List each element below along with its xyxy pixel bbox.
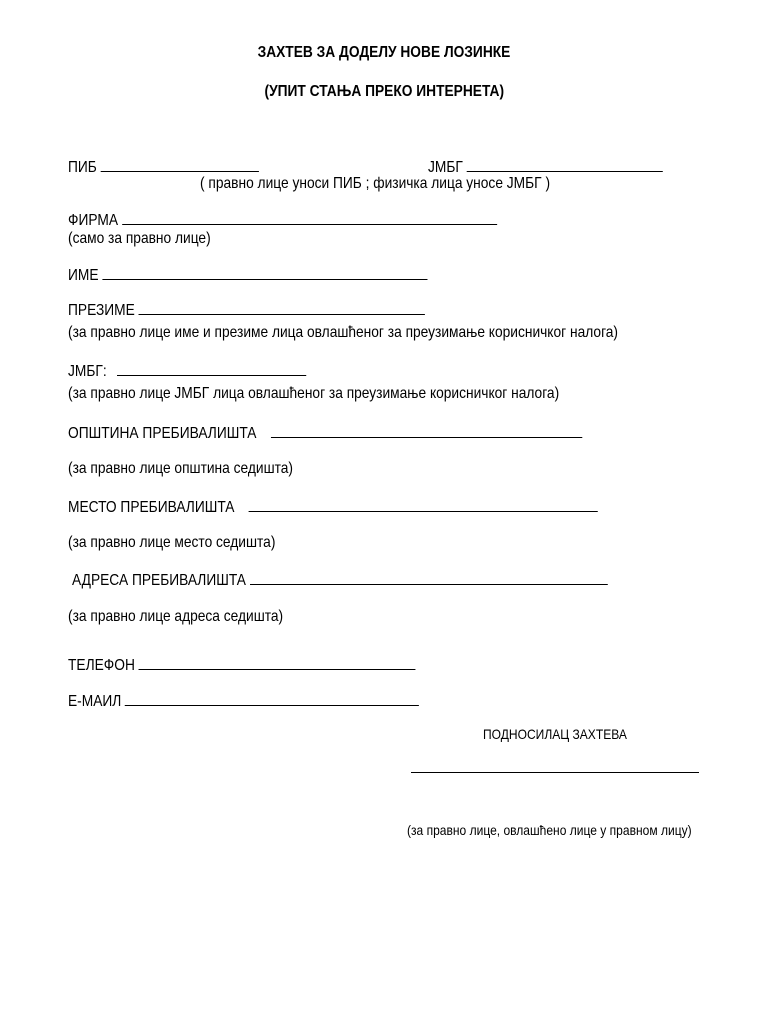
adresa-label: АДРЕСА ПРЕБИВАЛИШТА bbox=[72, 572, 246, 589]
firma-note: (само за правно лице) bbox=[68, 230, 211, 247]
mesto-row bbox=[68, 497, 684, 517]
mesto-note: (за правно лице место седишта) bbox=[68, 534, 276, 551]
title-text: ЗАХТЕВ ЗА ДОДЕЛУ НОВЕ ЛОЗИНКЕ bbox=[257, 44, 511, 61]
jmbg-label: ЈМБГ bbox=[428, 159, 463, 176]
pib-field[interactable] bbox=[101, 157, 259, 172]
adresa-note: (за правно лице адреса седишта) bbox=[68, 608, 284, 625]
jmbg2-label: ЈМБГ: bbox=[68, 363, 107, 380]
mesto-field[interactable] bbox=[249, 497, 598, 512]
adresa-row bbox=[72, 570, 695, 590]
telefon-field[interactable] bbox=[139, 655, 416, 670]
jmbg2-field[interactable] bbox=[117, 361, 306, 376]
firma-label: ФИРМА bbox=[68, 212, 119, 229]
pib-row bbox=[68, 157, 290, 177]
opstina-row bbox=[68, 423, 666, 443]
opstina-note: (за правно лице општина седишта) bbox=[68, 460, 293, 477]
document-title bbox=[0, 44, 768, 62]
opstina-label: ОПШТИНА ПРЕБИВАЛИШТА bbox=[68, 425, 257, 442]
prezime-label: ПРЕЗИМЕ bbox=[68, 302, 135, 319]
telefon-label: ТЕЛЕФОН bbox=[68, 657, 135, 674]
prezime-row bbox=[68, 300, 483, 320]
ime-label: ИМЕ bbox=[68, 267, 99, 284]
telefon-row bbox=[68, 655, 472, 675]
pib-label: ПИБ bbox=[68, 159, 97, 176]
mesto-label: МЕСТО ПРЕБИВАЛИШТА bbox=[68, 499, 235, 516]
prezime-field[interactable] bbox=[139, 300, 425, 315]
podnosilac-label: ПОДНОСИЛАЦ ЗАХТЕВА bbox=[483, 726, 627, 742]
firma-field[interactable] bbox=[122, 210, 497, 225]
jmbg-row bbox=[428, 157, 701, 177]
jmbg2-note: (за правно лице ЈМБГ лица овлашћеног за преузимање корисничког налога) bbox=[68, 385, 560, 402]
ime-row bbox=[68, 265, 486, 285]
jmbg2-row bbox=[68, 361, 345, 381]
ime-field[interactable] bbox=[102, 265, 427, 280]
firma-row bbox=[68, 210, 567, 230]
opstina-field[interactable] bbox=[271, 423, 582, 438]
adresa-field[interactable] bbox=[250, 570, 608, 585]
email-row bbox=[68, 691, 476, 711]
jmbg-field[interactable] bbox=[467, 157, 663, 172]
signature-line[interactable] bbox=[411, 772, 699, 773]
prezime-note: (за правно лице име и презиме лица овлашћеног за преузимање корисничког налога) bbox=[68, 324, 619, 341]
podnosilac-note: (за правно лице, овлашћено лице у правном лицу) bbox=[407, 822, 692, 838]
subtitle-text: (УПИТ СТАЊА ПРЕКО ИНТЕРНЕТА) bbox=[264, 83, 504, 100]
pib-note: ( правно лице уноси ПИБ ; физичка лица уносе ЈМБГ ) bbox=[200, 175, 551, 192]
document-subtitle bbox=[0, 83, 768, 101]
email-field[interactable] bbox=[125, 691, 419, 706]
email-label: Е-МАИЛ bbox=[68, 693, 122, 710]
